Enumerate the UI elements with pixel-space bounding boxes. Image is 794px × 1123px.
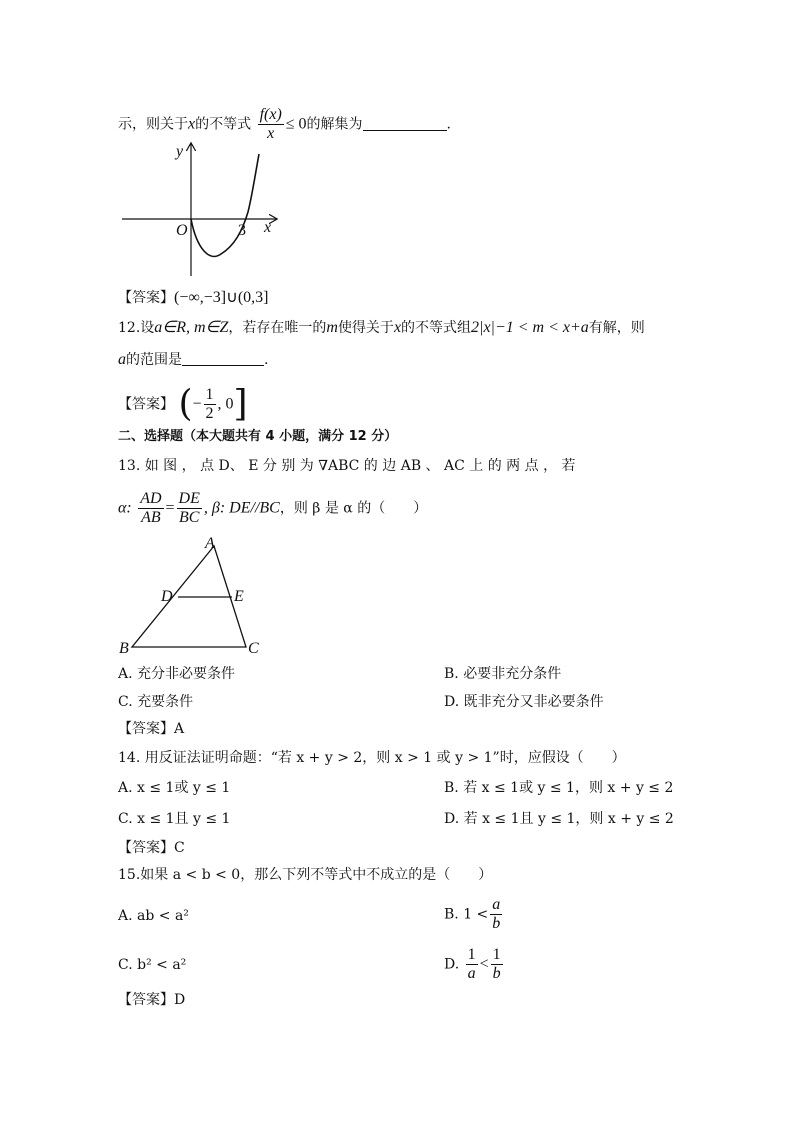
- q15-optd-n1: 1: [467, 946, 476, 963]
- q14-stem: [118, 748, 626, 768]
- section-heading: 二、选择题（本大题共有 4 小题，满分 12 分）: [118, 429, 398, 444]
- q11-text-mid: 的不等式: [195, 116, 252, 133]
- q11-fraction: [258, 106, 284, 143]
- q14-option-d[interactable]: D. 若 x ≤ 1且 y ≤ 1，则 x + y ≤ 2: [444, 811, 674, 827]
- q15-optb-pre: B. 1 <: [444, 906, 489, 923]
- q14-option-a[interactable]: A. x ≤ 1或 y ≤ 1: [118, 780, 231, 796]
- q11-relation: ≤ 0: [285, 115, 307, 133]
- answer-label: 【答案】: [118, 992, 174, 1008]
- q15-number: 15.: [118, 867, 141, 883]
- q15-answer: [118, 990, 185, 1010]
- q15-option-c[interactable]: C. b² < a²: [118, 957, 187, 973]
- q13-fraction-2: [177, 490, 202, 527]
- q13-option-a[interactable]: A. 充分非必要条件: [118, 666, 236, 682]
- q12-answer-blank: [182, 351, 264, 366]
- q14-answer: [118, 838, 185, 858]
- q13-option-b[interactable]: B. 必要非充分条件: [444, 666, 562, 682]
- q12-answer-fraction: [204, 386, 216, 423]
- q11-answer: [118, 288, 268, 308]
- q12-answer-den: 2: [205, 405, 214, 422]
- q12-answer: [118, 383, 248, 425]
- q13-f2-den: BC: [178, 509, 200, 526]
- q11-var-x: x: [188, 115, 196, 133]
- q11-stem: [118, 106, 451, 143]
- q12-text-f: 的范围是: [126, 352, 182, 368]
- answer-label: 【答案】: [118, 290, 174, 306]
- q15-optd-d1: a: [467, 965, 476, 982]
- q12-answer-minus: −: [192, 395, 202, 413]
- point-d-label: D: [161, 588, 173, 605]
- q14-number: 14.: [118, 750, 141, 766]
- q13-f1-num: AD: [140, 490, 162, 507]
- q12-number: 12.: [118, 320, 141, 336]
- q11-text-lead: 示，则关于: [118, 116, 188, 133]
- q15-stem: [118, 865, 492, 885]
- vertex-b-label: B: [119, 640, 129, 657]
- q13-alpha: α:: [118, 499, 132, 517]
- q13-answer: [118, 719, 184, 739]
- q14-text: 用反证法证明命题：“若 x + y > 2，则 x > 1 或 y > 1”时，应假设（ ）: [144, 750, 626, 766]
- q13-text: 如 图 ， 点 D、 E 分 别 为 ∇ABC 的 边 AB 、 AC 上 的 两 点 ， 若: [144, 458, 576, 474]
- y-axis-label: y: [176, 143, 184, 160]
- answer-label: 【答案】: [118, 721, 174, 737]
- q12-text-e: 有解，则: [588, 320, 645, 336]
- q11-frac-num: f(x): [259, 106, 282, 123]
- q12-stem-line1: [118, 318, 645, 338]
- q11-graph: [118, 140, 288, 280]
- q13-option-c[interactable]: C. 充要条件: [118, 694, 194, 710]
- q12-inequality: 2|x|−1 < m < x+a: [471, 319, 589, 336]
- q11-period: .: [446, 116, 451, 133]
- q15-optb-den: b: [492, 915, 501, 932]
- q14-option-c[interactable]: C. x ≤ 1且 y ≤ 1: [118, 811, 231, 827]
- q12-var-x: x: [393, 319, 402, 336]
- q13-f1-den: AB: [141, 509, 161, 526]
- origin-label: O: [176, 222, 188, 239]
- q15-optb-num: a: [492, 896, 501, 913]
- q13-stem-line2: [118, 490, 427, 527]
- q12-text-b: ，若存在唯一的: [228, 320, 327, 336]
- q15-option-a[interactable]: A. ab < a²: [118, 908, 189, 924]
- q13-equals: =: [165, 499, 175, 517]
- q13-fraction-1: [138, 490, 163, 527]
- q12-period: .: [264, 352, 269, 368]
- vertex-c-label: C: [248, 640, 259, 657]
- q13-f2-num: DE: [178, 490, 200, 507]
- q15-optd-lt: <: [479, 955, 489, 973]
- answer-label: 【答案】: [118, 840, 174, 856]
- q12-condition: a∈R, m∈Z: [154, 319, 229, 336]
- q13-beta: , β: DE//BC: [203, 499, 280, 517]
- q15-optd-d2: b: [492, 965, 501, 982]
- q13-text-tail: ，则 β 是 α 的（ ）: [279, 500, 428, 517]
- answer-label: 【答案】: [118, 396, 174, 413]
- q13-option-d[interactable]: D. 既非充分又非必要条件: [444, 694, 604, 710]
- q15-optd-pre: D.: [444, 956, 460, 973]
- q12-answer-num: 1: [205, 386, 214, 403]
- q14-option-b[interactable]: B. 若 x ≤ 1或 y ≤ 1，则 x + y ≤ 2: [444, 780, 674, 796]
- q15-option-d[interactable]: [444, 946, 505, 983]
- q12-var-a: a: [118, 351, 126, 368]
- q13-triangle-figure: [116, 534, 266, 658]
- q15-text: 如果 a < b < 0，那么下列不等式中不成立的是（ ）: [140, 867, 493, 883]
- q12-text-c: 使得关于: [337, 320, 394, 336]
- q12-text-d: 的不等式组: [401, 320, 472, 336]
- q11-text-tail: 的解集为: [306, 116, 363, 133]
- q11-frac-den: x: [267, 125, 275, 142]
- tick-3-label: 3: [238, 222, 246, 239]
- q12-answer-tail: , 0: [217, 395, 234, 413]
- q12-text-a: 设: [140, 320, 155, 336]
- q12-var-m: m: [326, 319, 338, 336]
- q11-answer-value: (−∞,−3]∪(0,3]: [174, 289, 269, 306]
- q12-stem-line2: [118, 350, 268, 370]
- q12-left-paren: (: [178, 383, 193, 425]
- x-axis-label: x: [264, 219, 272, 236]
- point-e-label: E: [234, 588, 244, 605]
- q13-number: 13.: [118, 458, 141, 474]
- parabola-curve: [191, 154, 259, 256]
- q12-right-bracket: ]: [233, 383, 248, 425]
- q15-optd-fraction-2: [491, 946, 503, 983]
- q11-answer-blank: [363, 116, 447, 131]
- q15-optd-fraction-1: [466, 946, 478, 983]
- q15-optb-fraction: [490, 896, 502, 933]
- q15-optd-n2: 1: [492, 946, 501, 963]
- q13-stem-line1: [118, 456, 576, 476]
- vertex-a-label: A: [205, 535, 215, 552]
- q15-answer-value: D: [174, 992, 186, 1008]
- q13-answer-value: A: [174, 721, 185, 737]
- q15-option-b[interactable]: [444, 896, 504, 933]
- q14-answer-value: C: [174, 840, 185, 856]
